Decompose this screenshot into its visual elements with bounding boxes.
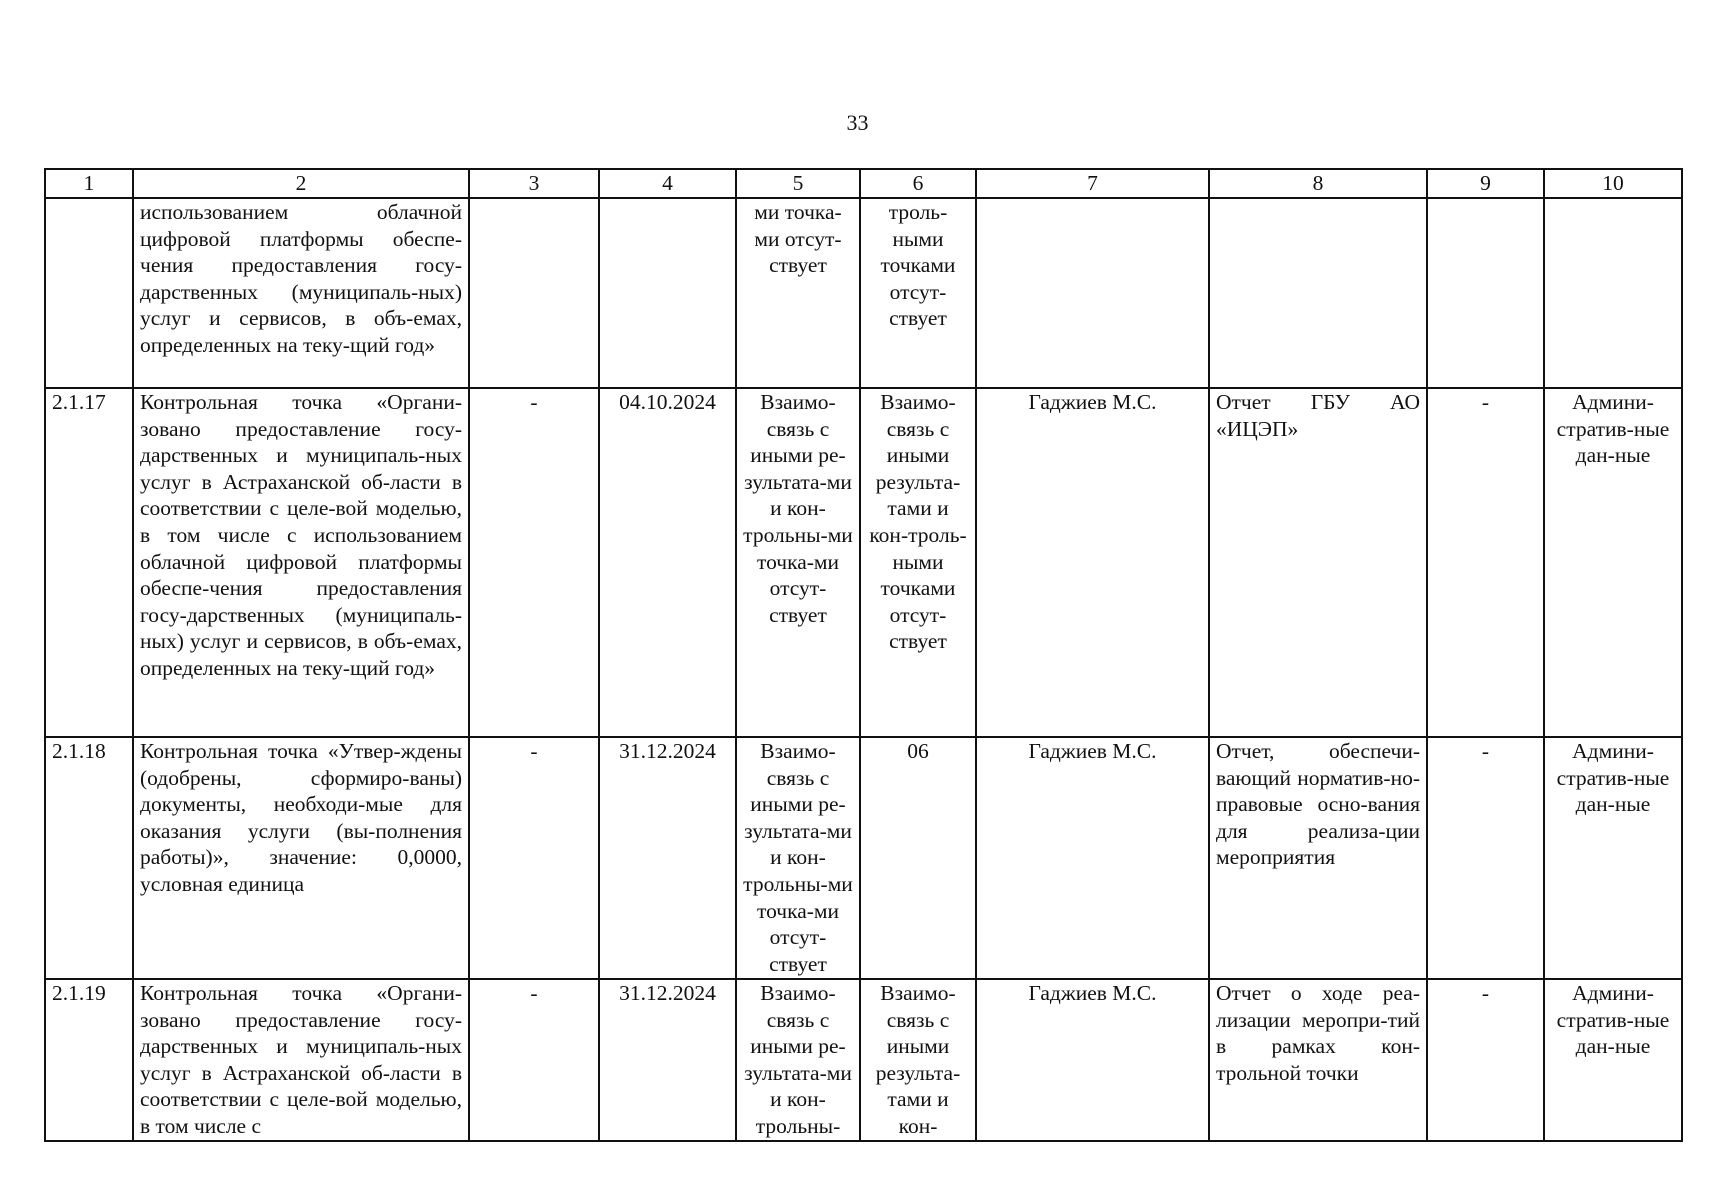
cell-responsible: Гаджиев М.С. — [976, 979, 1209, 1141]
cell-col5: Взаимо-связь с иными ре-зультата-ми и кон-трольны-ми точка-ми отсут-ствует — [736, 388, 860, 737]
measure-name: использованием облачной цифровой платформы обеспе-чения предоставления госу-дарственных (муниципаль-ных) услуг и сервисов, в объ-емах, определенных на теку-щий год» — [133, 198, 469, 388]
row-number: 2.1.19 — [45, 979, 133, 1141]
cell-report — [1209, 198, 1427, 388]
cell-col6: 06 — [860, 737, 976, 979]
measure-name: Контрольная точка «Утвер-ждены (одобрены, сформиро-ваны) документы, необходи-мые для оказания услуги (вы-полнения работы)», значение: 0,0000, условная единица — [133, 737, 469, 979]
cell-col9: - — [1427, 737, 1544, 979]
cell-col9: - — [1427, 979, 1544, 1141]
cell-responsible: Гаджиев М.С. — [976, 388, 1209, 737]
cell-col3: - — [469, 737, 599, 979]
header-cell: 6 — [860, 169, 976, 198]
table-row — [45, 979, 1682, 1141]
cell-col5: Взаимо-связь с иными ре-зультата-ми и кон-трольны-ми точка-ми отсут-ствует — [736, 737, 860, 979]
row-number: 2.1.17 — [45, 388, 133, 737]
row-number: 2.1.18 — [45, 737, 133, 979]
cell-source: Админи-стратив-ные дан-ные — [1544, 388, 1682, 737]
cell-date — [599, 198, 736, 388]
cell-source — [1544, 198, 1682, 388]
cell-responsible: Гаджиев М.С. — [976, 737, 1209, 979]
cell-source: Админи-стратив-ные дан-ные — [1544, 979, 1682, 1141]
cell-date: 31.12.2024 — [599, 979, 736, 1141]
measures-table — [44, 168, 1683, 1142]
cell-col9: - — [1427, 388, 1544, 737]
cell-responsible — [976, 198, 1209, 388]
row-number — [45, 198, 133, 388]
cell-col9 — [1427, 198, 1544, 388]
table-row — [45, 388, 1682, 737]
page-number: 33 — [846, 110, 869, 135]
header-cell: 9 — [1427, 169, 1544, 198]
cell-col5: Взаимо-связь с иными ре-зультата-ми и кон-трольны- — [736, 979, 860, 1141]
cell-col5: ми точка-ми отсут-ствует — [736, 198, 860, 388]
header-cell: 3 — [469, 169, 599, 198]
cell-date: 31.12.2024 — [599, 737, 736, 979]
header-cell: 7 — [976, 169, 1209, 198]
cell-col6: троль-ными точками отсут-ствует — [860, 198, 976, 388]
header-cell: 2 — [133, 169, 469, 198]
cell-col6: Взаимо-связь с иными результа-тами и кон- — [860, 979, 976, 1141]
cell-col3: - — [469, 979, 599, 1141]
cell-date: 04.10.2024 — [599, 388, 736, 737]
header-cell: 8 — [1209, 169, 1427, 198]
table-row — [45, 198, 1682, 388]
cell-report: Отчет ГБУ АО «ИЦЭП» — [1209, 388, 1427, 737]
cell-source: Админи-стратив-ные дан-ные — [1544, 737, 1682, 979]
cell-report: Отчет, обеспечи-вающий норматив-но-правовые осно-вания для реализа-ции мероприятия — [1209, 737, 1427, 979]
table-row — [45, 737, 1682, 979]
measure-name: Контрольная точка «Органи-зовано предоставление госу-дарственных и муниципаль-ных услуг в Астраханской об-ласти в соответствии с целе-вой моделью, в том числе с использованием облачной цифровой платформы обеспе-чения предоставления госу-дарственных (муниципаль-ных) услуг и сервисов, в объ-емах, определенных на теку-щий год» — [133, 388, 469, 737]
cell-col3 — [469, 198, 599, 388]
header-row — [45, 169, 1682, 198]
header-cell: 5 — [736, 169, 860, 198]
header-cell: 4 — [599, 169, 736, 198]
header-cell: 10 — [1544, 169, 1682, 198]
cell-col3: - — [469, 388, 599, 737]
header-cell: 1 — [45, 169, 133, 198]
cell-report: Отчет о ходе реа-лизации меропри-тий в рамках кон-трольной точки — [1209, 979, 1427, 1141]
measure-name: Контрольная точка «Органи-зовано предоставление госу-дарственных и муниципаль-ных услуг в Астраханской об-ласти в соответствии с целе-вой моделью, в том числе с — [133, 979, 469, 1141]
cell-col6: Взаимо-связь с иными результа-тами и кон-троль-ными точками отсут-ствует — [860, 388, 976, 737]
